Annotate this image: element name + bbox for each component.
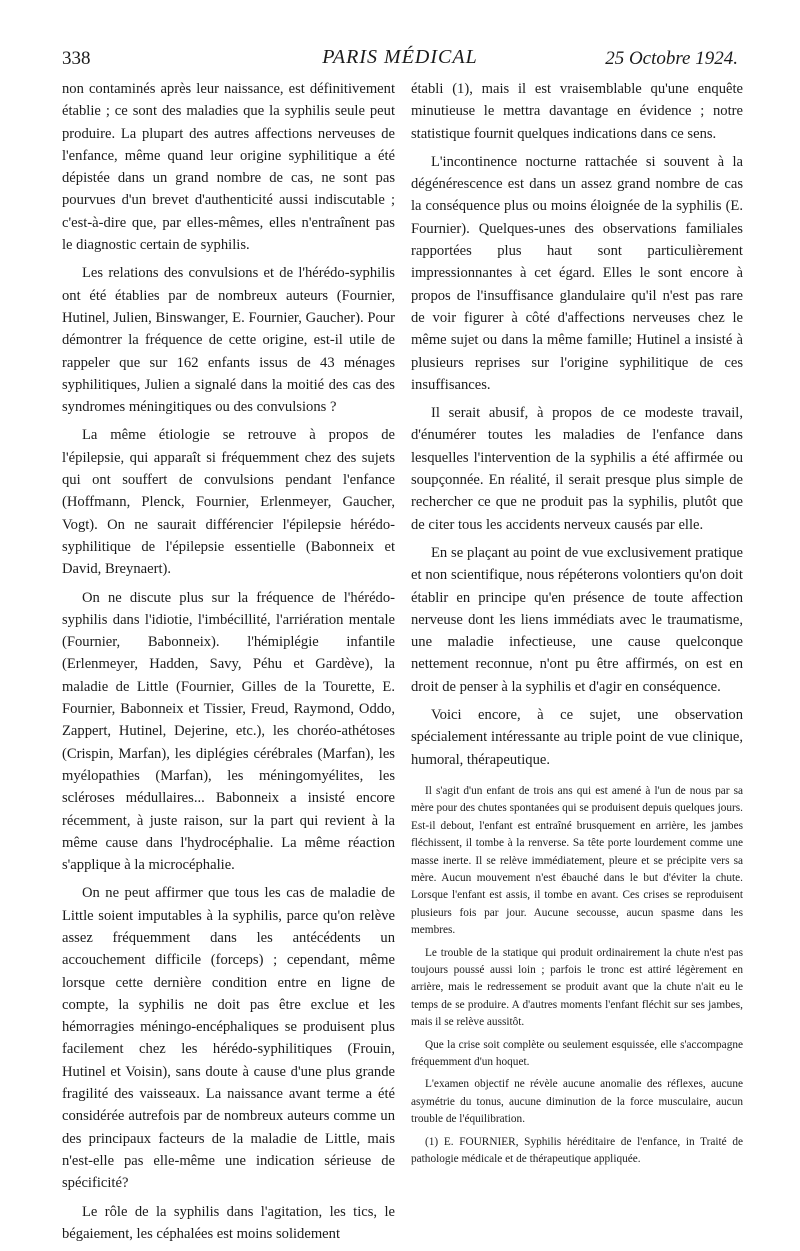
issue-date: 25 Octobre 1924. (605, 48, 738, 69)
left-column (62, 78, 395, 1251)
paragraph: On ne discute plus sur la fréquence de l'hérédo-syphilis dans l'idiotie, l'imbécillité, l'arriération mentale (Fournier, Babonneix). l'hémiplégie infantile (Erlenmeyer, Hadden, Savy, Péhu et Gardève), la maladie de Little (Fournier, Gilles de la Tourette, E. Fournier, Babonneix et Tissier, Freud, Raymond, Oddo, Zappert, Hutinel, Dejerine, etc.), les choréo-athétoses (Crispin, Marfan), les diplégies cérébrales (Marfan), les myélopathies (Marfan), les méningomyélites, les scléroses médullaires... Babonneix a insisté encore récemment, à juste raison, sur la part qui revient à la même cause dans l'hydrocéphalie. La même réaction s'applique à la microcéphalie. (62, 589, 395, 874)
paragraph: On ne peut affirmer que tous les cas de maladie de Little soient imputables à la syphilis, parce qu'on relève assez fréquemment dans les antécédents un accouchement difficile (forceps) ; cependant, même lorsque cette dernière condition entre en ligne de compte, la syphilis ne doit pas être exclue et les hémorragies méningo-encéphaliques se produisent plus facilement chez les hérédo-syphilitiques (Frouin, Hutinel et Voisin), sans doute à cause d'une plus grande fragilité des vaisseaux. La naissance avant terme a été considérée autrefois par de nombreux auteurs comme un des principaux facteurs de la maladie de Little, mais n'est-elle pas elle-même une indication sérieuse de spécificité? (62, 885, 395, 1192)
paragraph: Les relations des convulsions et de l'hérédo-syphilis ont été établies par de nombreux auteurs (Fournier, Hutinel, Julien, Binswanger, E. Fournier, Gaucher). Pour démontrer la fréquence de cette origine, est-il utile de rappeler que sur 162 enfants issus de 43 ménages syphilitiques, Julien a signalé dans la moitié des cas des syndromes méningitiques ou des convulsions ? (62, 265, 395, 416)
paragraph: non contaminés après leur naissance, est définitivement établie ; ce sont des maladies que la syphilis seule peut produire. La plupart des autres affections nerveuses de l'enfance, même quand leur origine syphilitique a été dépistée dans un grand nombre de cas, ne sont pas pourvues d'un brevet d'authenticité aussi indiscutable ; c'est-à-dire que, par elles-mêmes, elles n'entraînent pas le diagnostic certain de syphilis. (62, 81, 395, 254)
journal-title: PARIS MÉDICAL (322, 46, 478, 68)
case-observation (411, 783, 743, 1169)
running-header (62, 44, 738, 70)
page-number: 338 (62, 48, 91, 69)
paragraph: Voici encore, à ce sujet, une observation spécialement intéressante au triple point de vue clinique, humoral, thérapeutique. (411, 707, 743, 768)
right-column (411, 78, 743, 1173)
paragraph: établi (1), mais il est vraisemblable qu'une enquête minutieuse le mettra davantage en évidence ; notre statistique fournit quelques indications dans ce sens. (411, 81, 743, 142)
paragraph: L'incontinence nocturne rattachée si souvent à la dégénérescence est dans un assez grand nombre de cas la conséquence plus ou moins éloignée de la syphilis (E. Fournier). Quelques-unes des observations familiales rapportées plus haut sont particulièrement impressionnantes à cet égard. Elles le sont encore à propos de l'insuffisance glandulaire qu'il n'est pas rare de voir figurer à côté d'affections nerveuses chez le même sujet ou dans la même famille; Hutinel a insisté à plusieurs reprises sur l'origine syphilitique de ces insuffisances. (411, 153, 743, 393)
paragraph: Il serait abusif, à propos de ce modeste travail, d'énumérer toutes les maladies de l'enfance dans lesquelles l'intervention de la syphilis a été affirmée ou soupçonnée. En réalité, il serait presque plus simple de rechercher ce que ne produit pas la syphilis, plutôt que de citer tous les accidents nerveux causés par elle. (411, 405, 743, 533)
footnote: (1) E. FOURNIER, Syphilis héréditaire de l'enfance, in Traité de pathologie médicale et de thérapeutique appliquée. (411, 1135, 743, 1166)
observation-paragraph: Il s'agit d'un enfant de trois ans qui est amené à l'un de nous par sa mère pour des chutes spontanées qui se produisent depuis quelques jours. Est-il debout, l'enfant est entraîné brusquement en arrière, les jambes fléchissent, il tombe à la renverse. Sa tête porte lourdement comme une masse inerte. Il se relève immédiatement, pleure et se précipite vers sa mère. Aucun mouvement n'est ébauché dans le but d'éviter la chute. Lorsque l'enfant est assis, il tombe en avant. Ces crises se reproduisent plusieurs fois par jour. Aucune secousse, aucun spasme dans les membres. (411, 784, 743, 937)
paragraph: Le rôle de la syphilis dans l'agitation, les tics, le bégaiement, les céphalées est moins solidement (62, 1203, 395, 1242)
paragraph: En se plaçant au point de vue exclusivement pratique et non scientifique, nous répéterons volontiers qu'on doit établir en principe qu'en présence de toute affection nerveuse dont les liens immédiats avec le traumatisme, une maladie infectieuse, une cause quelconque nettement reconnue, n'ont pu être affirmés, on est en droit de penser à la syphilis et d'agir en conséquence. (411, 544, 743, 695)
observation-paragraph: L'examen objectif ne révèle aucune anomalie des réflexes, aucune asymétrie du tonus, aucune diminution de la force musculaire, aucun trouble de l'équilibration. (411, 1078, 743, 1126)
paragraph: La même étiologie se retrouve à propos de l'épilepsie, qui apparaît si fréquemment chez des sujets qui ont souffert de convulsions pendant l'enfance (Hoffmann, Plenck, Fournier, Erlenmeyer, Gaucher, Vogt). On ne saurait différencier l'épilepsie hérédo-syphilitique de l'épilepsie essentielle (Babonneix et David, Breynaert). (62, 427, 395, 578)
observation-paragraph: Le trouble de la statique qui produit ordinairement la chute n'est pas toujours poussé aussi loin ; parfois le tronc est attiré légèrement en arrière, mais le redressement se produit avant que la chute n'ait eu le temps de se produire. A d'autres moments l'enfant fléchit sur ses jambes, mais il se relève aussitôt. (411, 946, 743, 1029)
observation-paragraph: Que la crise soit complète ou seulement esquissée, elle s'accompagne fréquemment d'un hoquet. (411, 1038, 743, 1068)
